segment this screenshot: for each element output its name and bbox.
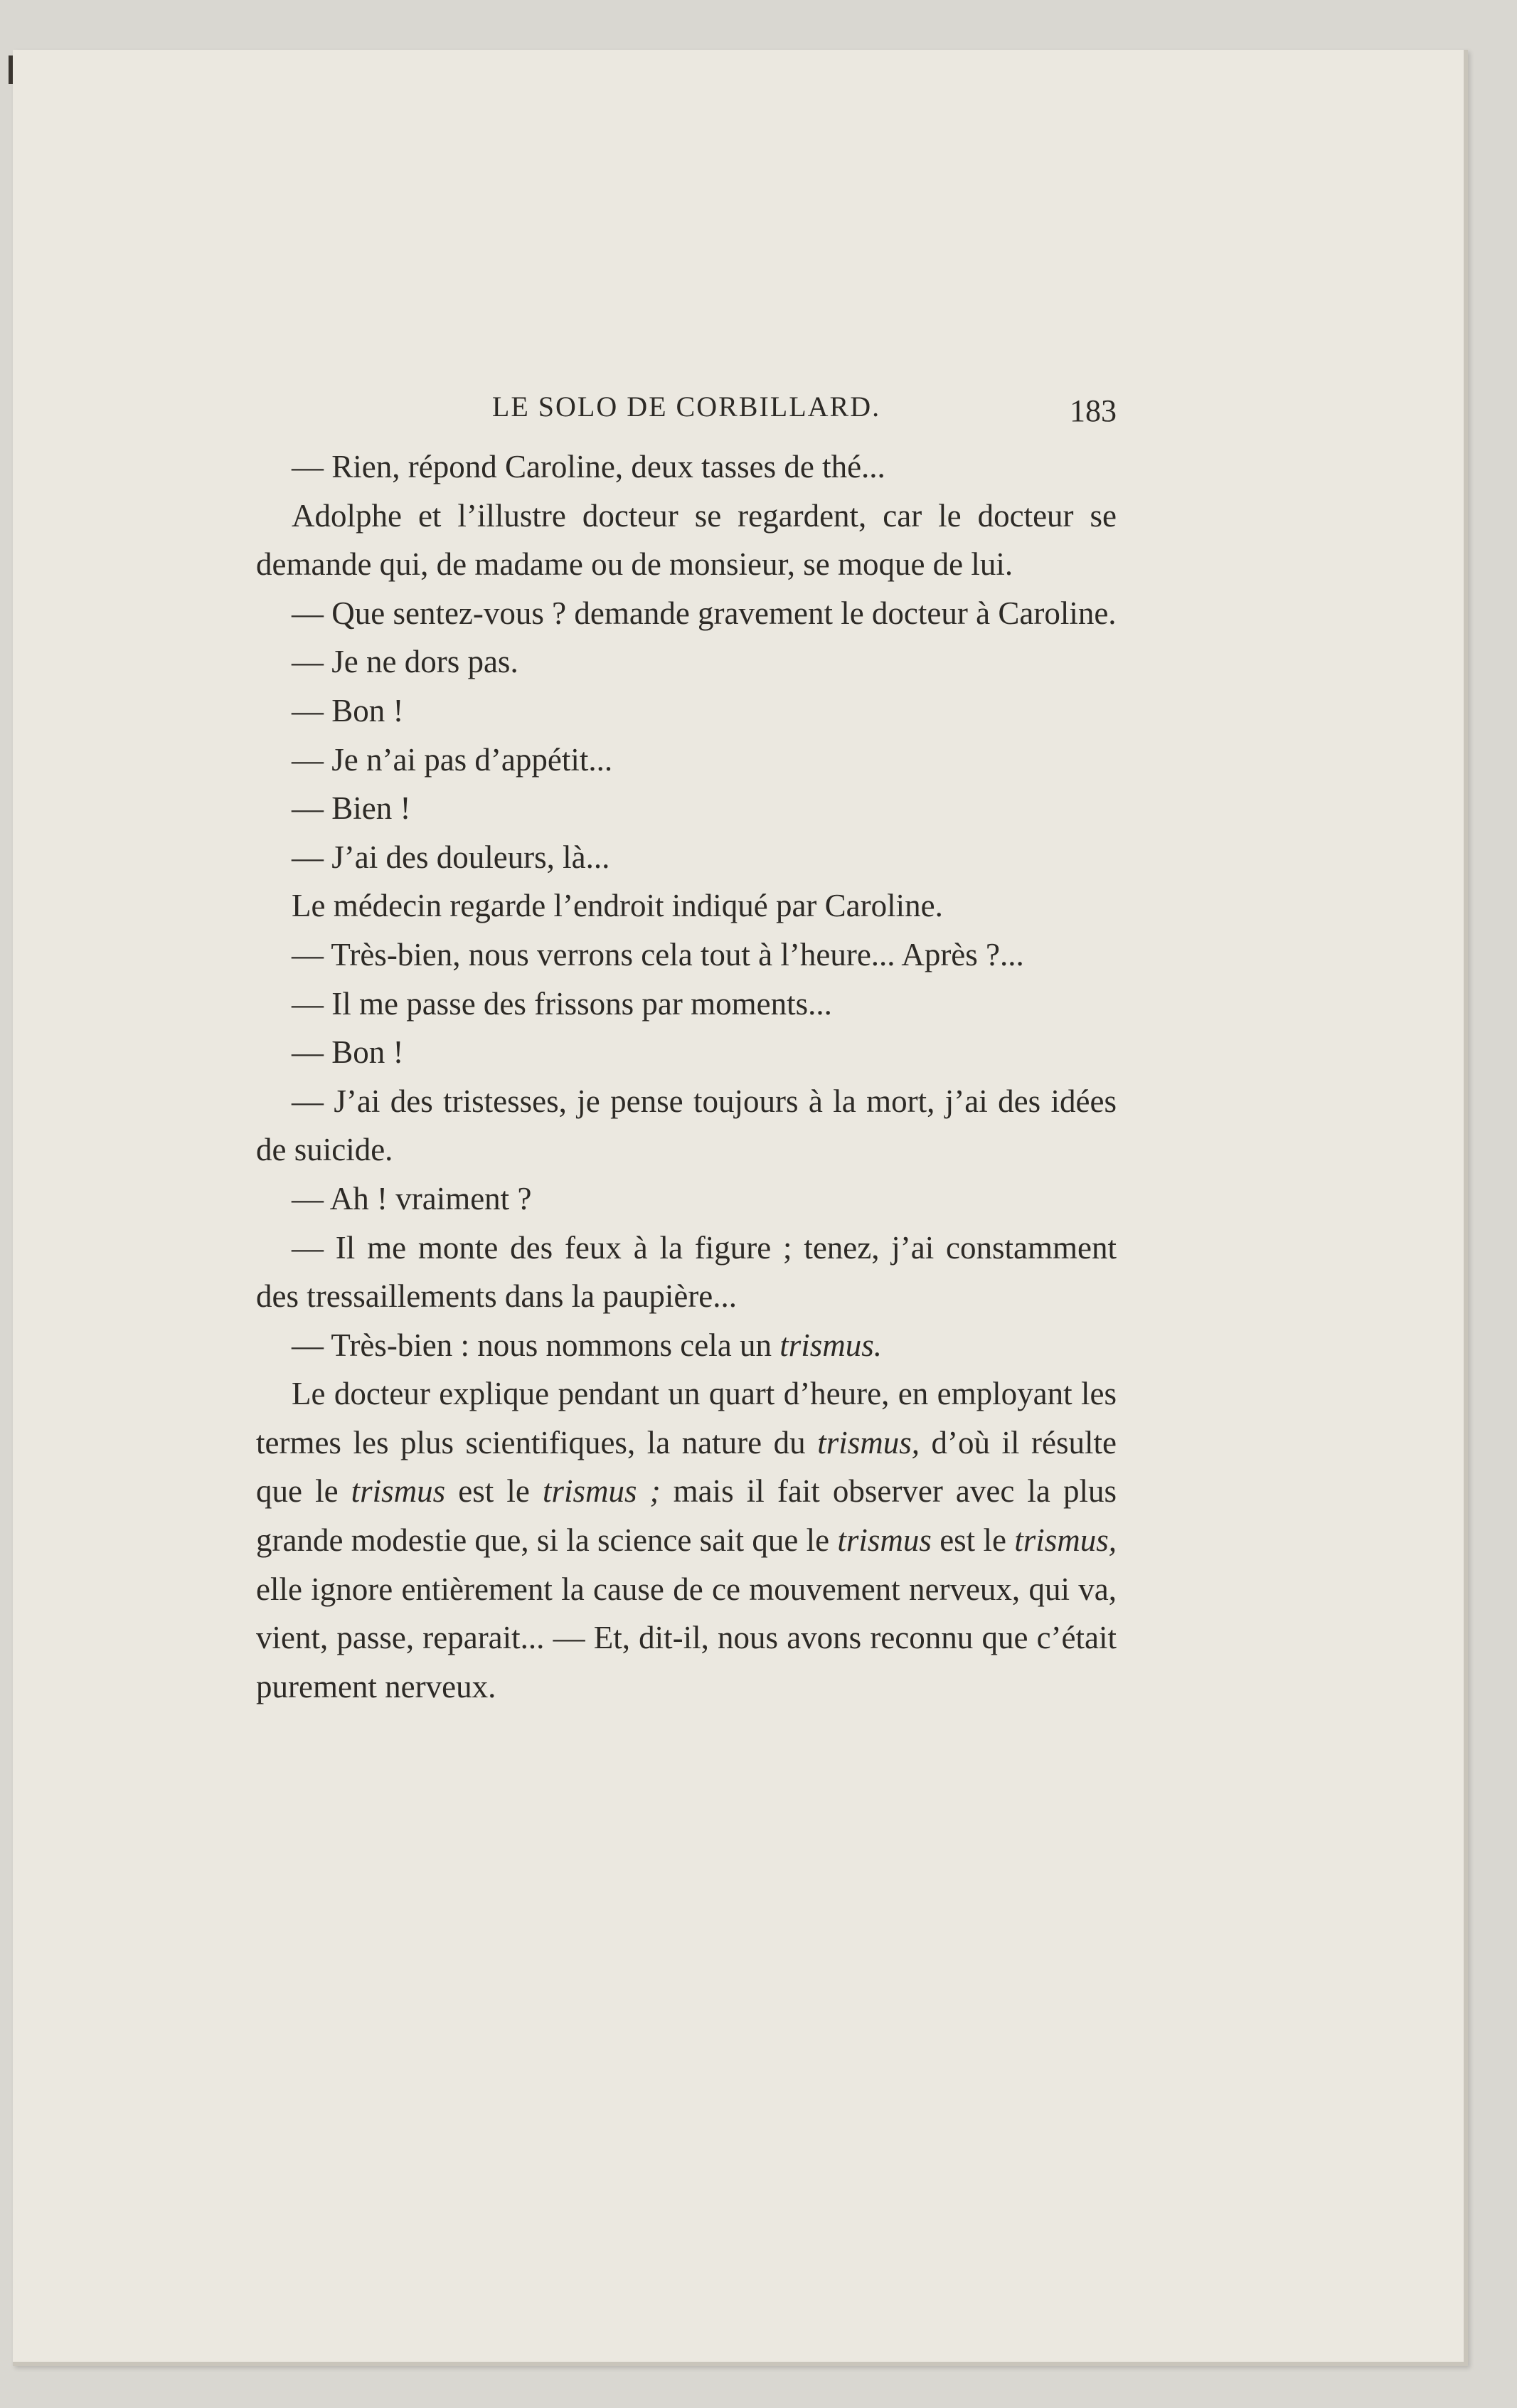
italic-term: trismus. (779, 1327, 883, 1363)
paragraph (256, 833, 1117, 882)
paragraph (256, 637, 1117, 686)
text-run: — J’ai des tristesses, je pense toujours à la mort, j’ai des idées de suicide. (256, 1083, 1117, 1168)
text-run: mais il fait observer avec la plus grande modestie que, si la science sait que le (256, 1473, 1117, 1559)
paragraph (256, 686, 1117, 736)
text-run: — Ah ! vraiment ? (292, 1180, 532, 1216)
italic-term: trismus (351, 1473, 446, 1510)
text-run: — Il me passe des frissons par moments... (292, 985, 832, 1022)
text-run: — Bien ! (292, 790, 411, 827)
italic-term: trismus, (1014, 1522, 1117, 1559)
text-run: Adolphe et l’illustre docteur se regardent, car le docteur se demande qui, de madame ou de monsieur, se moque de lui. (256, 497, 1117, 583)
paragraph (256, 1174, 1117, 1224)
text-run: — J’ai des douleurs, là... (292, 839, 610, 875)
text-run: d’où il résulte que le (256, 1424, 1117, 1510)
binding-edge (9, 55, 13, 84)
paragraph (256, 1077, 1117, 1174)
running-title: LE SOLO DE CORBILLARD. (491, 391, 881, 423)
italic-term: trismus (837, 1522, 932, 1559)
text-run: Le médecin regarde l’endroit indiqué par Caroline. (292, 888, 943, 924)
paragraph (256, 1321, 1117, 1370)
paragraph (256, 1224, 1117, 1321)
text-run: — Très-bien : nous nommons cela un (292, 1327, 780, 1363)
paragraph (256, 442, 1117, 492)
body-text (256, 442, 1117, 1711)
text-run: est le (445, 1473, 543, 1510)
text-run: — Que sentez-vous ? demande gravement le docteur à Caroline. (292, 595, 1117, 631)
italic-term: trismus, (817, 1424, 920, 1460)
paragraph (256, 1028, 1117, 1077)
text-run: est le (931, 1522, 1015, 1559)
paragraph (256, 492, 1117, 589)
paragraph (256, 1369, 1117, 1711)
paragraph (256, 784, 1117, 833)
text-run: — Rien, répond Caroline, deux tasses de thé... (292, 449, 885, 484)
running-head (256, 390, 1117, 433)
paragraph (256, 589, 1117, 638)
text-run: — Je n’ai pas d’appétit... (292, 741, 613, 778)
text-run: elle ignore entièrement la cause de ce mouvement nerveux, qui va, vient, passe, reparait... — Et, dit-il, nous avons reconnu que c’était purement nerveux. (256, 1571, 1117, 1704)
paragraph (256, 930, 1117, 980)
paragraph (256, 736, 1117, 785)
text-run: — Très-bien, nous verrons cela tout à l’heure... Après ?... (292, 936, 1024, 972)
text-run: — Il me monte des feux à la figure ; tenez, j’ai constamment des tressaillements dans la paupière... (256, 1229, 1117, 1315)
text-run: — Je ne dors pas. (292, 644, 518, 680)
paragraph (256, 980, 1117, 1029)
text-run: — Bon ! (292, 1034, 404, 1071)
text-run: — Bon ! (292, 692, 404, 728)
italic-term: trismus ; (542, 1473, 661, 1510)
page-number: 183 (1070, 393, 1117, 428)
paragraph (256, 881, 1117, 930)
text-run: Le docteur explique pendant un quart d’heure, en employant les termes les plus scientifiques, la nature du (256, 1376, 1117, 1460)
